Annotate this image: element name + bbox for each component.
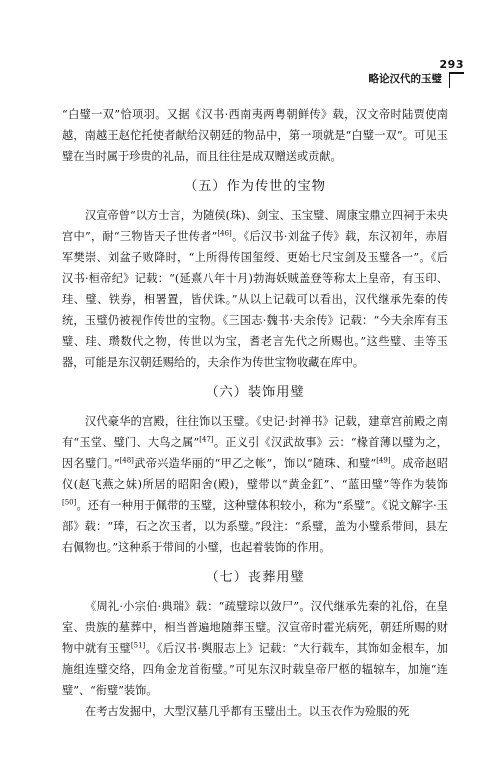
citation-mark: [50] [62, 498, 77, 507]
page-header [360, 58, 472, 88]
paragraph-section-7-a: 《周礼·小宗伯·典瑞》载：“疏璧琮以敛尸”。汉代继承先秦的礼俗，在皇室、贵族的墓葬中，相当普遍地随葬玉璧。汉宣帝时霍光病死，朝廷所赐的财物中就有玉璧[51]。《后汉书·舆服志上》记载：“大行载车，其饰如金根车，加施组连璧交络，四角金龙首衔璧。”可见东汉时载皇帝尸柩的辒辌车，加施“连璧”、“衔璧”装饰。 [62, 600, 448, 697]
section-heading-5: （五）作为传世的宝物 [184, 179, 326, 194]
section-heading-7: （七）丧葬用璧 [205, 570, 305, 585]
citation-mark: [51] [130, 641, 146, 650]
citation-mark: [46] [217, 229, 232, 238]
citation-mark: [47] [199, 435, 214, 444]
paragraph-section-5: 汉宣帝曾“以方士言，为随侯(珠)、剑宝、玉宝璧、周康宝鼎立四祠于未央宫中”，耐“三物皆天子世传者”[46]。《后汉书·刘盆子传》载，东汉初年，赤眉军樊崇、刘盆子败降时，“上所得传国玺绶、更始七尺宝剑及玉璧各一”。《后汉书·桓帝纪》记载：“(延熹八年十月)勃海妖贼盖登等称太上皇帝，有玉印、珪、璧、铁券，相署置，皆伏诛。”从以上记载可以看出，汉代继承先秦的传统，玉璧仍被视作传世的宝物。《三国志·魏书·夫余传》记载：“今夫余库有玉璧、珪、瓒数代之物，传世以为宝，耆老言先代之所赐也。”这些璧、圭等玉器，可能是东汉朝廷赐给的，夫余作为传世宝物收藏在库中。 [62, 209, 448, 369]
page-number: 293 [439, 58, 464, 71]
paragraph-section-6: 汉代豪华的宫殿，往往饰以玉璧。《史记·封禅书》记载，建章宫前殿之南有“玉堂、璧门、大鸟之属”[47]。正义引《汉武故事》云：“椽首薄以璧为之，因名璧门。”[48]武帝兴造华丽的“甲乙之帐”，饰以“随珠、和璧”[49]。成帝赵昭仪(赵飞燕之妹)所居的昭阳舍(殿)，璧带以“黄金釭”、“蓝田璧”等作为装饰[50]。还有一种用于佩带的玉璧，这种璧体积较小，称为“系璧”。《说文解字·玉部》载：“琫，石之次玉者，以为系璧。”段注：“系璧，盖为小璧系带间，县左右佩物也。”这种系于带间的小璧，也起着装饰的作用。 [62, 415, 448, 554]
paragraph-continued: “白璧一双”恰项羽。又据《汉书·西南夷两粤朝鲜传》载，汉文帝时陆贾使南越，南越王赵佗托使者献给汉朝廷的物品中，第一项就是“白璧一双”。可见玉璧在当时属于珍贵的礼品，而且往往是成双赠送或贡献。 [62, 108, 448, 163]
section-heading-6: （六）装饰用璧 [205, 385, 305, 400]
page-body [62, 104, 448, 722]
header-rule-vertical [449, 72, 451, 88]
running-title: 略论汉代的玉璧 [368, 73, 442, 85]
header-rule-horizontal [449, 72, 464, 74]
paragraph-section-7-b: 在考古发掘中，大型汉墓几乎都有玉璧出土。以玉衣作为殓服的死 [85, 705, 410, 718]
citation-mark: [48] [119, 456, 134, 465]
citation-mark: [49] [376, 456, 391, 465]
